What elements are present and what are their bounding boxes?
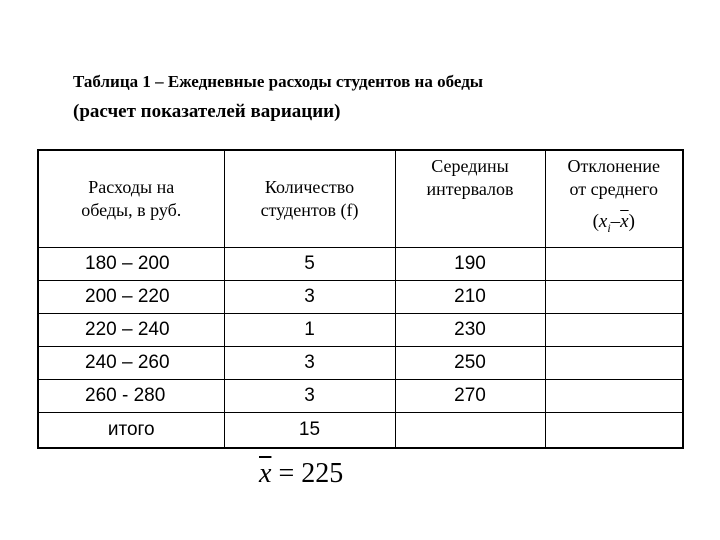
cell-mid: 190 xyxy=(395,248,545,281)
table-subcaption: (расчет показателей вариации) xyxy=(73,101,341,122)
cell-dev xyxy=(545,347,683,380)
cell-total-dev xyxy=(545,413,683,449)
table-row xyxy=(38,281,683,314)
header-deviation-line1: Отклонение xyxy=(567,156,660,176)
mean-symbol: $\overline{x}$ xyxy=(259,458,272,489)
cell-dev xyxy=(545,380,683,413)
header-deviation xyxy=(545,150,683,248)
header-expenses xyxy=(38,150,224,248)
cell-range: 200 – 220 xyxy=(38,281,224,314)
formula-minus: – xyxy=(610,211,621,232)
header-expenses-line2: обеды, в руб. xyxy=(81,200,182,220)
cell-dev xyxy=(545,248,683,281)
formula-open-paren: ( xyxy=(592,211,599,232)
table-row xyxy=(38,314,683,347)
cell-total-mid xyxy=(395,413,545,449)
formula-xbar: $\overline{x}$ xyxy=(620,211,629,232)
table-caption: Таблица 1 – Ежедневные расходы студентов на обеды xyxy=(73,72,484,91)
deviation-formula xyxy=(546,210,683,240)
header-midpoints-line1: Середины xyxy=(431,156,509,176)
cell-dev xyxy=(545,281,683,314)
cell-count: 5 xyxy=(224,248,395,281)
cell-total-count: 15 xyxy=(224,413,395,449)
total-row xyxy=(38,413,683,449)
header-students xyxy=(224,150,395,248)
header-row xyxy=(38,150,683,248)
variation-table xyxy=(37,149,684,449)
cell-count: 3 xyxy=(224,281,395,314)
cell-count: 1 xyxy=(224,314,395,347)
cell-range: 180 – 200 xyxy=(38,248,224,281)
header-midpoints-line2: интервалов xyxy=(426,179,514,199)
mean-formula xyxy=(259,458,343,490)
cell-dev xyxy=(545,314,683,347)
cell-count: 3 xyxy=(224,380,395,413)
cell-range: 260 - 280 xyxy=(38,380,224,413)
header-students-line1: Количество xyxy=(264,177,355,197)
cell-range: 240 – 260 xyxy=(38,347,224,380)
cell-total-label: итого xyxy=(38,413,224,449)
cell-mid: 270 xyxy=(395,380,545,413)
header-midpoints xyxy=(395,150,545,248)
formula-x: x xyxy=(598,211,608,232)
cell-range: 220 – 240 xyxy=(38,314,224,347)
header-students-line2: студентов (f) xyxy=(260,200,359,220)
formula-close-paren: ) xyxy=(628,211,635,232)
mean-value: 225 xyxy=(301,458,344,489)
formula-sub-i: i xyxy=(607,220,611,235)
table-row xyxy=(38,380,683,413)
table-row xyxy=(38,347,683,380)
table-row xyxy=(38,248,683,281)
cell-mid: 210 xyxy=(395,281,545,314)
header-deviation-line2: от среднего xyxy=(569,179,659,199)
cell-mid: 250 xyxy=(395,347,545,380)
equals-sign: = xyxy=(278,458,295,489)
header-expenses-line1: Расходы на xyxy=(88,177,175,197)
cell-mid: 230 xyxy=(395,314,545,347)
cell-count: 3 xyxy=(224,347,395,380)
